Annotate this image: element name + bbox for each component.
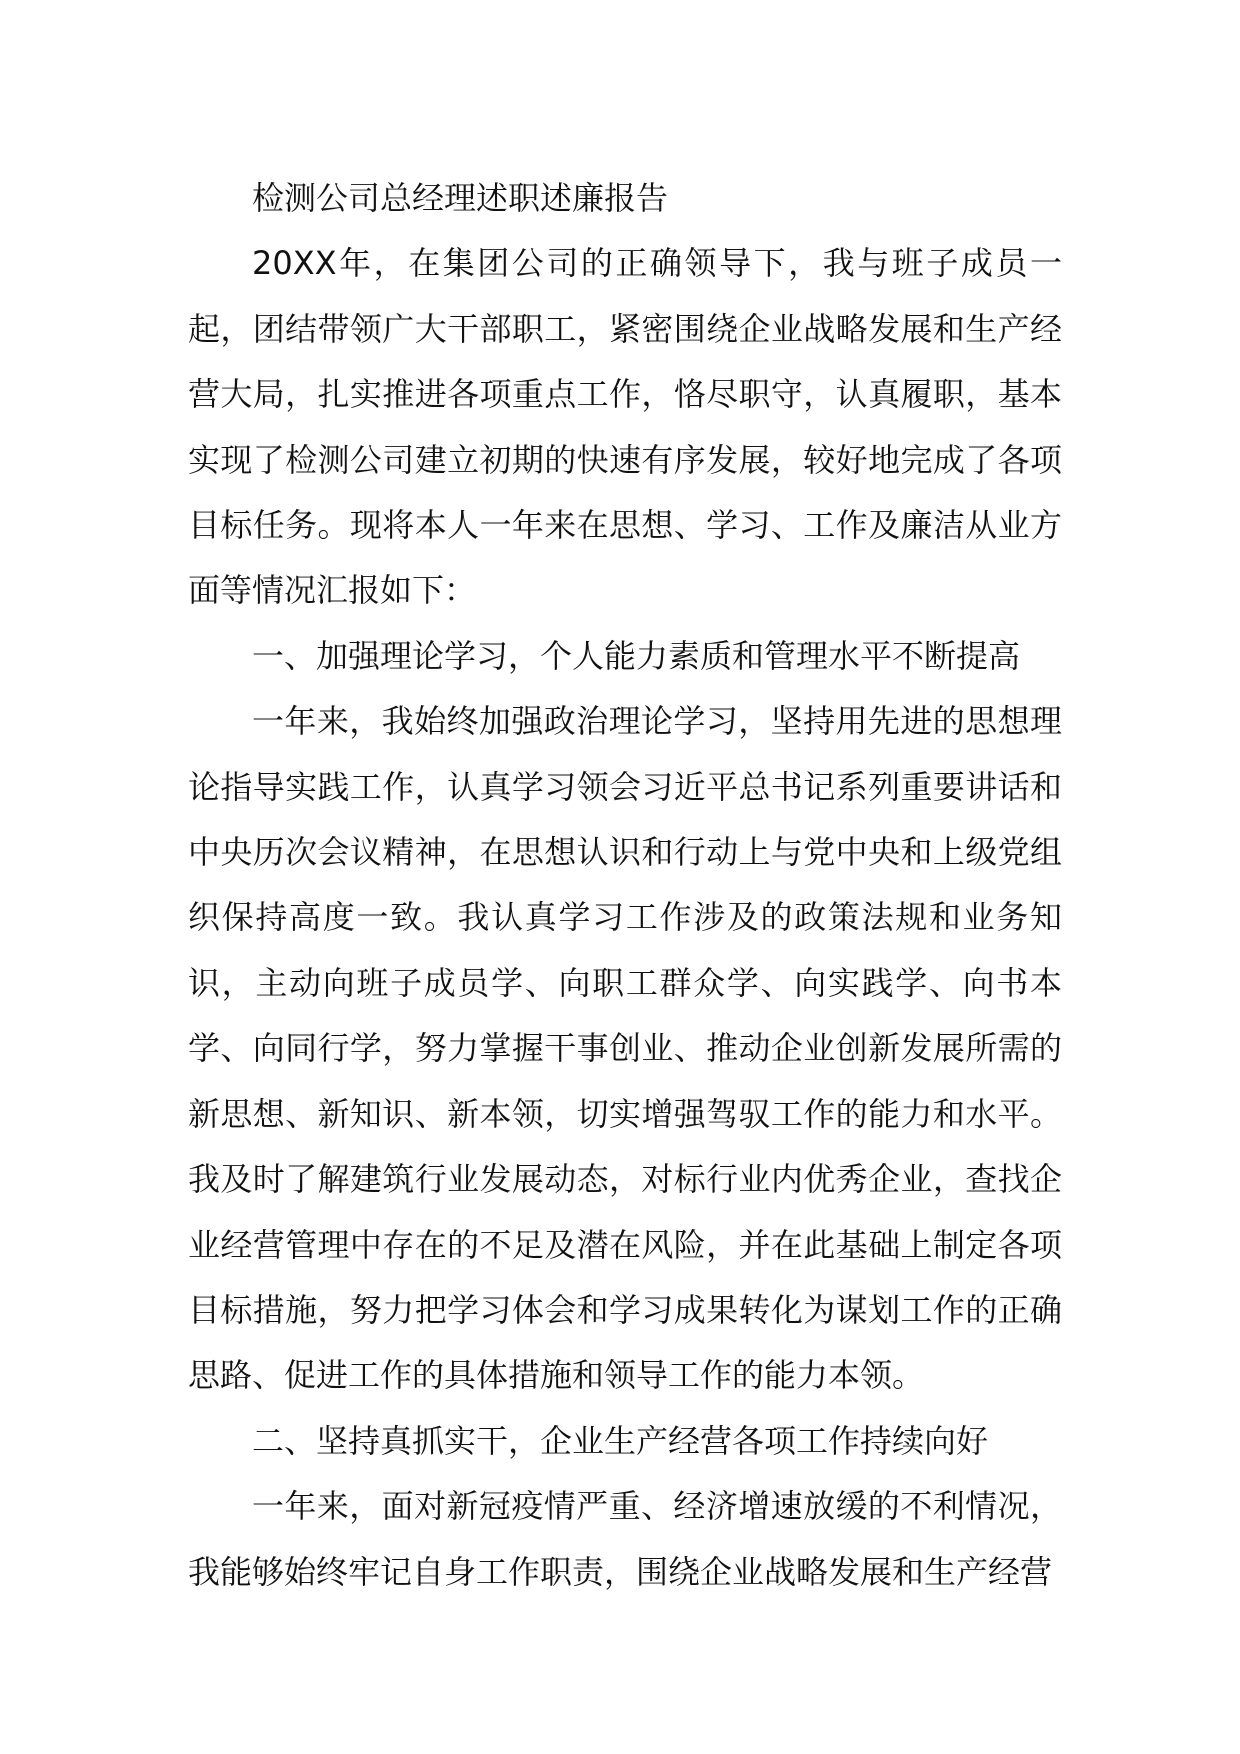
document-body (188, 166, 1062, 1605)
section-2-paragraph: 一年来，面对新冠疫情严重、经济增速放缓的不利情况，我能够始终牢记自身工作职责，围绕企业战略发展和生产经营 (188, 1487, 1062, 1591)
document-title: 检测公司总经理述职述廉报告 (252, 179, 669, 217)
section-heading-1: 一、加强理论学习，个人能力素质和管理水平不断提高 (252, 636, 1021, 675)
section-heading-2: 二、坚持真抓实干，企业生产经营各项工作持续向好 (252, 1421, 989, 1460)
intro-paragraph: 20XX年，在集团公司的正确领导下，我与班子成员一起，团结带领广大干部职工，紧密围绕企业战略发展和生产经营大局，扎实推进各项重点工作，恪尽职守，认真履职，基本实现了检测公司建立初期的快速有序发展，较好地完成了各项目标任务。现将本人一年来在思想、学习、工作及廉洁从业方面等情况汇报如下： (188, 244, 1062, 610)
section-1-paragraph: 一年来，我始终加强政治理论学习，坚持用先进的思想理论指导实践工作，认真学习领会习近平总书记系列重要讲话和中央历次会议精神，在思想认识和行动上与党中央和上级党组织保持高度一致。我认真学习工作涉及的政策法规和业务知识，主动向班子成员学、向职工群众学、向实践学、向书本学、向同行学，努力掌握干事创业、推动企业创新发展所需的新思想、新知识、新本领，切实增强驾驭工作的能力和水平。我及时了解建筑行业发展动态，对标行业内优秀企业，查找企业经营管理中存在的不足及潜在风险，并在此基础上制定各项目标措施，努力把学习体会和学习成果转化为谋划工作的正确思路、促进工作的具体措施和领导工作的能力本领。 (188, 702, 1062, 1395)
